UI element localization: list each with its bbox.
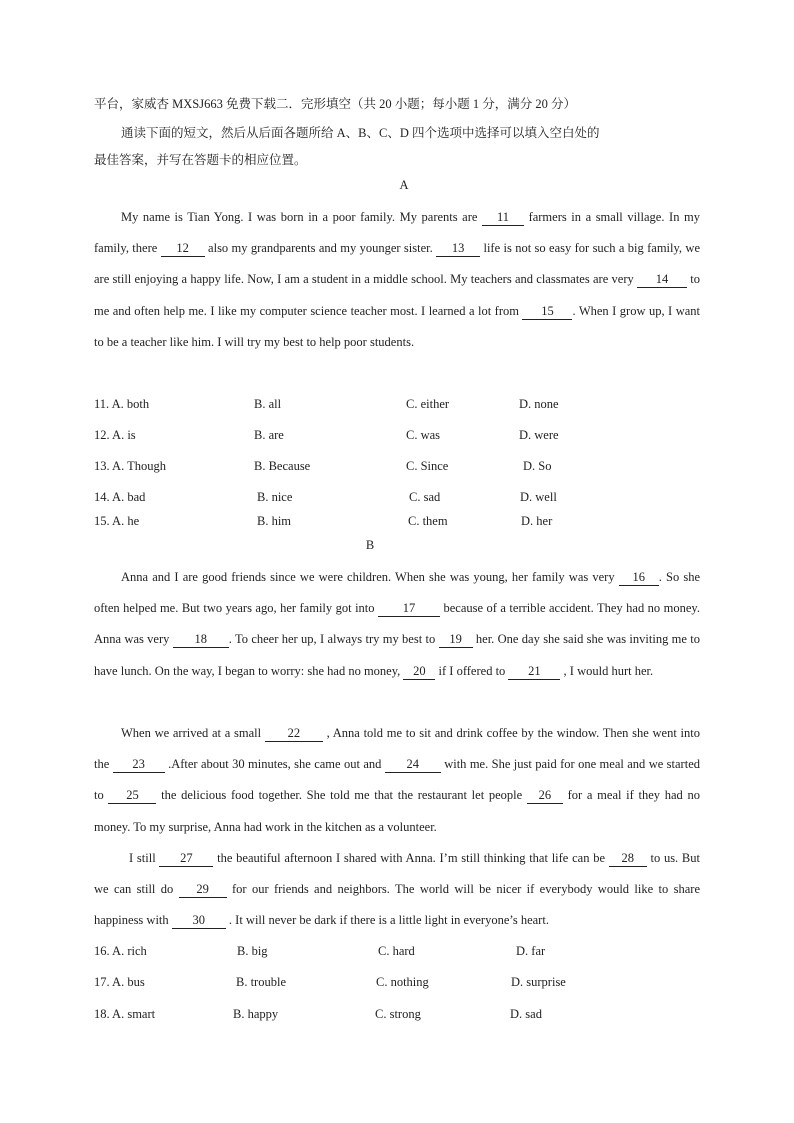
option-a: 15. A. he (94, 514, 140, 528)
option-b: B. are (254, 428, 284, 442)
passage-text: to me and often help me. I like my computer science teacher most. I learned a lot from (94, 272, 700, 318)
option-c: C. was (406, 428, 441, 442)
passage-text: My name is Tian Yong. I was born in a poor family. My parents are (121, 210, 482, 224)
option-b: B. happy (233, 1007, 279, 1021)
passage-text: her. One day she said she was inviting me to have lunch. On the way, I began to worry: she had no money, (94, 632, 700, 678)
option-c: C. hard (378, 944, 415, 958)
passage-a (94, 202, 700, 358)
passage-text: When we arrived at a small (121, 726, 265, 740)
blank-20: 20 (403, 664, 435, 680)
blank-24: 24 (385, 757, 441, 773)
passage-text: because of a terrible accident. They had no money. Anna was very (94, 601, 700, 647)
blank-11: 11 (482, 210, 524, 226)
passage-text: also my grandparents and my younger sister. (204, 241, 437, 256)
option-b: B. big (237, 944, 268, 958)
instruction-line-1: 通读下面的短文，然后从后面各题所给 A、B、C、D 四个选项中选择可以填入空白处的 (121, 126, 600, 140)
passage-text: . It will never be dark if there is a little light in everyone’s heart. (225, 913, 549, 928)
passage-text: , Anna told me to sit and drink coffee by the window. Then she went into the (94, 726, 701, 772)
blank-29: 29 (179, 882, 227, 898)
passage-text: life is not so easy for such a big family, we are still enjoying a happy life. Now, I am a student in a middle school. My teachers and classmates are very (94, 241, 700, 287)
blank-19: 19 (439, 632, 473, 648)
option-d: D. were (519, 428, 559, 442)
passage-text: to us. But we can still do (94, 851, 700, 897)
passage-b-paragraph-2 (94, 718, 700, 843)
blank-13: 13 (436, 241, 480, 257)
option-d: D. well (520, 490, 557, 504)
option-d: D. So (523, 459, 552, 473)
blank-23: 23 (113, 757, 165, 773)
option-a: 16. A. rich (94, 944, 147, 958)
option-c: C. either (406, 397, 450, 411)
option-b: B. trouble (236, 975, 286, 989)
option-b: B. nice (257, 490, 293, 504)
passage-text: if I offered to (435, 663, 509, 678)
passage-text: .After about 30 minutes, she came out and (164, 757, 385, 772)
option-a: 11. A. both (94, 397, 150, 411)
blank-30: 30 (172, 913, 226, 929)
option-d: D. far (516, 944, 546, 958)
passage-text: with me. She just paid for one meal and we started to (94, 757, 700, 803)
passage-text: farmers in a small village. In my family, there (94, 210, 700, 256)
blank-18: 18 (173, 632, 229, 648)
blank-15: 15 (522, 304, 572, 320)
option-b: B. him (257, 514, 292, 528)
blank-25: 25 (108, 788, 156, 804)
passage-text: . To cheer her up, I always try my best to (228, 632, 439, 647)
section-heading: 平台，家威杏 MXSJ663 免费下载二．完形填空（共 20 小题；每小题 1 分，满分 20 分） (94, 97, 576, 111)
passage-b-paragraph-3 (94, 843, 700, 937)
passage-text: for our friends and neighbors. The world will be nicer if everybody would like to share happiness with (94, 882, 700, 928)
blank-26: 26 (527, 788, 563, 804)
passage-b-paragraph-1 (94, 562, 700, 687)
option-b: B. all (254, 397, 282, 411)
option-a: 17. A. bus (94, 975, 145, 989)
passage-text: , I would hurt her. (560, 663, 654, 678)
blank-22: 22 (265, 726, 323, 742)
option-c: C. them (408, 514, 448, 528)
option-d: D. none (519, 397, 559, 411)
option-c: C. nothing (376, 975, 429, 989)
option-d: D. her (521, 514, 553, 528)
blank-12: 12 (161, 241, 205, 257)
section-a-label: A (399, 178, 409, 192)
option-d: D. surprise (511, 975, 566, 989)
passage-text: the beautiful afternoon I shared with Anna. I’m still thinking that life can be (213, 851, 609, 865)
passage-text: I still (129, 851, 160, 865)
option-d: D. sad (510, 1007, 542, 1021)
instruction-line-2: 最佳答案，并写在答题卡的相应位置。 (94, 153, 307, 167)
blank-27: 27 (159, 851, 213, 867)
option-c: C. sad (409, 490, 441, 504)
passage-text: for a meal if they had no money. To my surprise, Anna had work in the kitchen as a volunteer. (94, 788, 700, 834)
passage-text: Anna and I are good friends since we were children. When she was young, her family was very (121, 570, 619, 584)
blank-28: 28 (609, 851, 647, 867)
blank-16: 16 (619, 570, 659, 586)
blank-21: 21 (508, 664, 560, 680)
passage-text: . When I grow up, I want to be a teacher like him. I will try my best to help poor students. (94, 303, 700, 349)
blank-17: 17 (378, 601, 440, 617)
passage-text: . So she often helped me. But two years ago, her family got into (94, 570, 701, 616)
option-c: C. strong (375, 1007, 421, 1021)
option-a: 14. A. bad (94, 490, 146, 504)
section-b-label: B (365, 538, 375, 552)
option-b: B. Because (254, 459, 311, 473)
option-a: 12. A. is (94, 428, 136, 442)
passage-text: the delicious food together. She told me that the restaurant let people (156, 788, 527, 803)
option-c: C. Since (406, 459, 449, 473)
option-a: 13. A. Though (94, 459, 166, 473)
blank-14: 14 (637, 272, 687, 288)
option-a: 18. A. smart (94, 1007, 156, 1021)
